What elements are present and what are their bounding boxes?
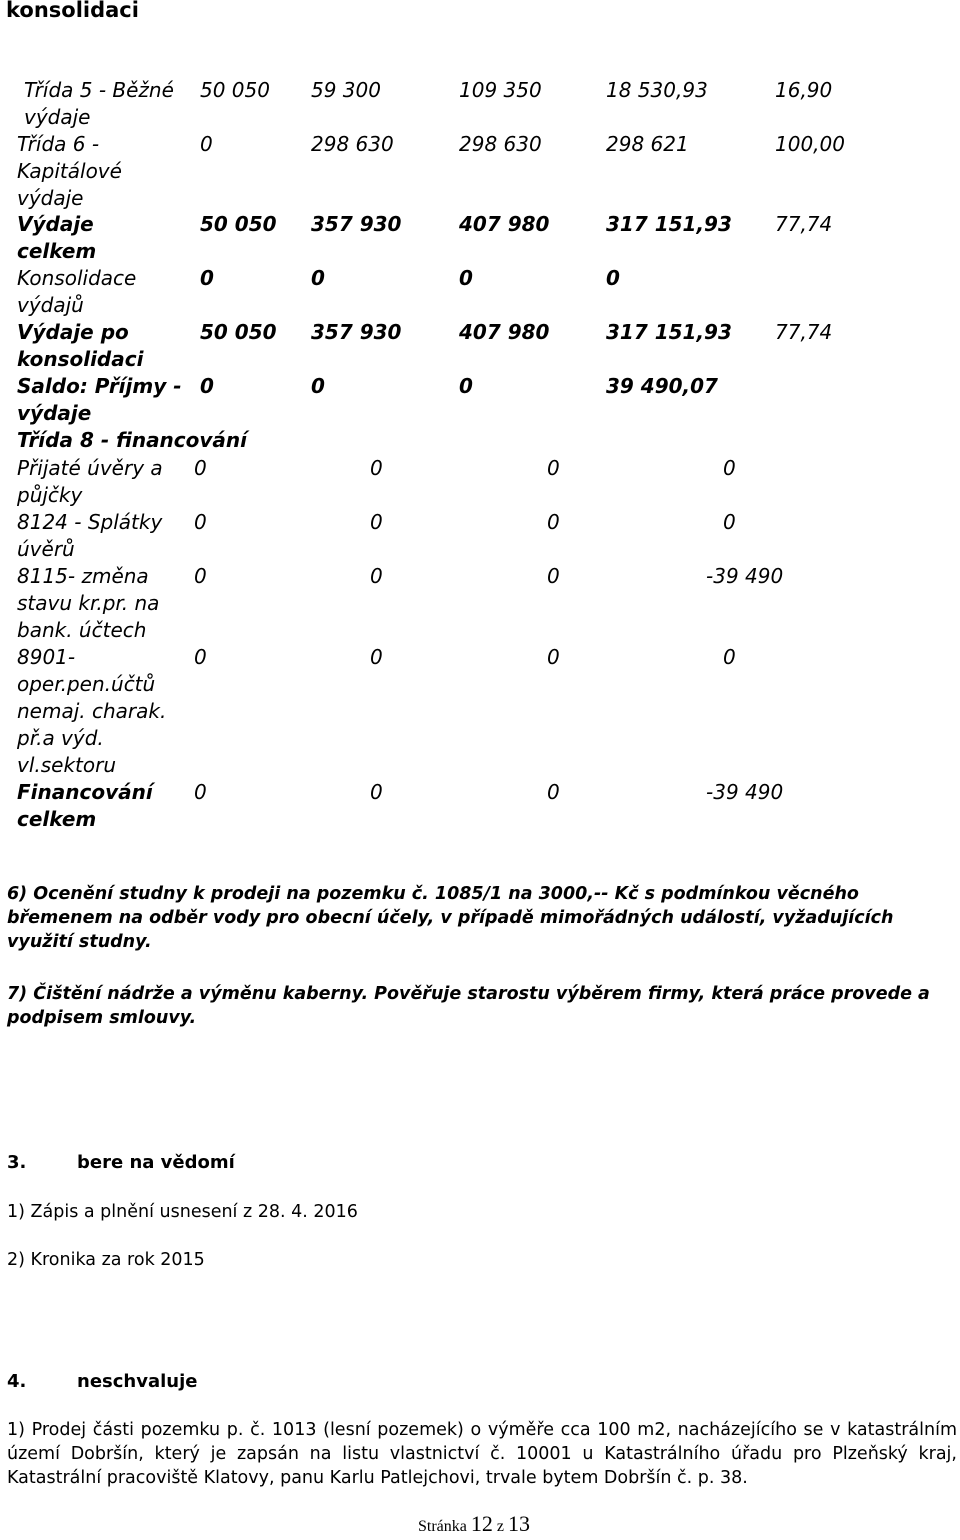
- cell: 0: [606, 266, 620, 290]
- row-label: Výdaje celkem: [17, 212, 97, 263]
- cell: 0: [200, 132, 213, 156]
- cell: 109 350: [459, 78, 542, 102]
- footer-total-pages: 13: [507, 1511, 530, 1536]
- cell: 298 630: [459, 132, 542, 156]
- cell: 0: [723, 645, 736, 669]
- cell: 0: [723, 510, 736, 534]
- section-3-number: 3.: [7, 1152, 27, 1173]
- row-label: Financování celkem: [17, 780, 153, 831]
- section-4-title: neschvaluje: [77, 1371, 198, 1392]
- cell: 39 490,07: [606, 374, 718, 398]
- cell: 0: [194, 510, 207, 534]
- cell: 0: [547, 510, 560, 534]
- cell: 0: [194, 780, 207, 804]
- cell: 0: [370, 780, 383, 804]
- row-label: Přijaté úvěry a půjčky: [17, 456, 163, 507]
- cell: 0: [194, 564, 207, 588]
- cell: 0: [194, 645, 207, 669]
- cell: -39 490: [706, 780, 784, 804]
- cell: 0: [370, 564, 383, 588]
- cell: 0: [459, 266, 473, 290]
- cell: 18 530,93: [606, 78, 708, 102]
- page-heading: konsolidaci: [6, 0, 139, 22]
- page-footer: [418, 1511, 530, 1540]
- item-6: 6) Ocenění studny k prodeji na pozemku č. 1085/1 na 3000,-- Kč s podmínkou věcného břemenem na odběr vody pro obecní účely, v případě mimořádných událostí, vyžadujících využití studny.: [7, 884, 894, 952]
- row-label: 8124 - Splátky úvěrů: [17, 510, 163, 561]
- cell: 100,00: [775, 132, 845, 156]
- cell: 0: [723, 456, 736, 480]
- cell: 0: [194, 456, 207, 480]
- cell: 407 980: [459, 212, 550, 236]
- cell: 0: [547, 564, 560, 588]
- cell: 50 050: [200, 212, 277, 236]
- row-label: 8115- změna stavu kr.pr. na bank. účtech: [17, 564, 160, 642]
- footer-of-word: z: [496, 1518, 504, 1535]
- cell: 317 151,93: [606, 212, 732, 236]
- item-7: 7) Čištění nádrže a výměnu kaberny. Pověřuje starostu výběrem firmy, která práce provede a podpisem smlouvy.: [7, 984, 930, 1028]
- cell: 50 050: [200, 78, 270, 102]
- cell: 357 930: [311, 212, 402, 236]
- cell: 407 980: [459, 320, 550, 344]
- footer-page-word: Stránka: [418, 1518, 467, 1535]
- section-3-title: bere na vědomí: [77, 1152, 235, 1173]
- cell: 357 930: [311, 320, 402, 344]
- row-label: Konsolidace výdajů: [17, 266, 137, 317]
- cell: 0: [200, 266, 214, 290]
- cell: 59 300: [311, 78, 381, 102]
- cell: 0: [370, 645, 383, 669]
- section-3-item-1: 1) Zápis a plnění usnesení z 28. 4. 2016: [7, 1202, 358, 1222]
- cell: 0: [547, 456, 560, 480]
- section-title-financing: Třída 8 - financování: [17, 428, 248, 452]
- cell: 77,74: [775, 320, 833, 344]
- cell: 0: [547, 780, 560, 804]
- cell: 16,90: [775, 78, 833, 102]
- cell: 0: [459, 374, 473, 398]
- section-3-item-2: 2) Kronika za rok 2015: [7, 1250, 205, 1270]
- cell: 298 630: [311, 132, 394, 156]
- cell: 0: [311, 374, 325, 398]
- cell: 317 151,93: [606, 320, 732, 344]
- cell: 0: [311, 266, 325, 290]
- cell: 0: [200, 374, 214, 398]
- row-label: Saldo: Příjmy - výdaje: [17, 374, 182, 425]
- footer-page-number: 12: [470, 1511, 493, 1536]
- cell: -39 490: [706, 564, 784, 588]
- section-4-item-1: 1) Prodej části pozemku p. č. 1013 (lesní pozemek) o výměře cca 100 m2, nacházejícího se v katastrálním území Dobršín, který je zapsán na listu vlastnictví č. 10001 u Katastrálního úřadu pro Plzeňský kraj, Katastrální pracoviště Klatovy, panu Karlu Patlejchovi, trvale bytem Dobršín č. p. 38.: [7, 1420, 957, 1488]
- row-label: 8901- oper.pen.účtů nemaj. charak. př.a výd. vl.sektoru: [17, 645, 167, 777]
- cell: 0: [370, 510, 383, 534]
- row-label: Třída 5 - Běžné výdaje: [24, 78, 174, 129]
- cell: 298 621: [606, 132, 689, 156]
- row-label: Třída 6 - Kapitálové výdaje: [17, 132, 122, 210]
- cell: 0: [547, 645, 560, 669]
- section-4-number: 4.: [7, 1371, 27, 1392]
- row-label: Výdaje po konsolidaci: [17, 320, 144, 371]
- cell: 0: [370, 456, 383, 480]
- cell: 50 050: [200, 320, 277, 344]
- cell: 77,74: [775, 212, 833, 236]
